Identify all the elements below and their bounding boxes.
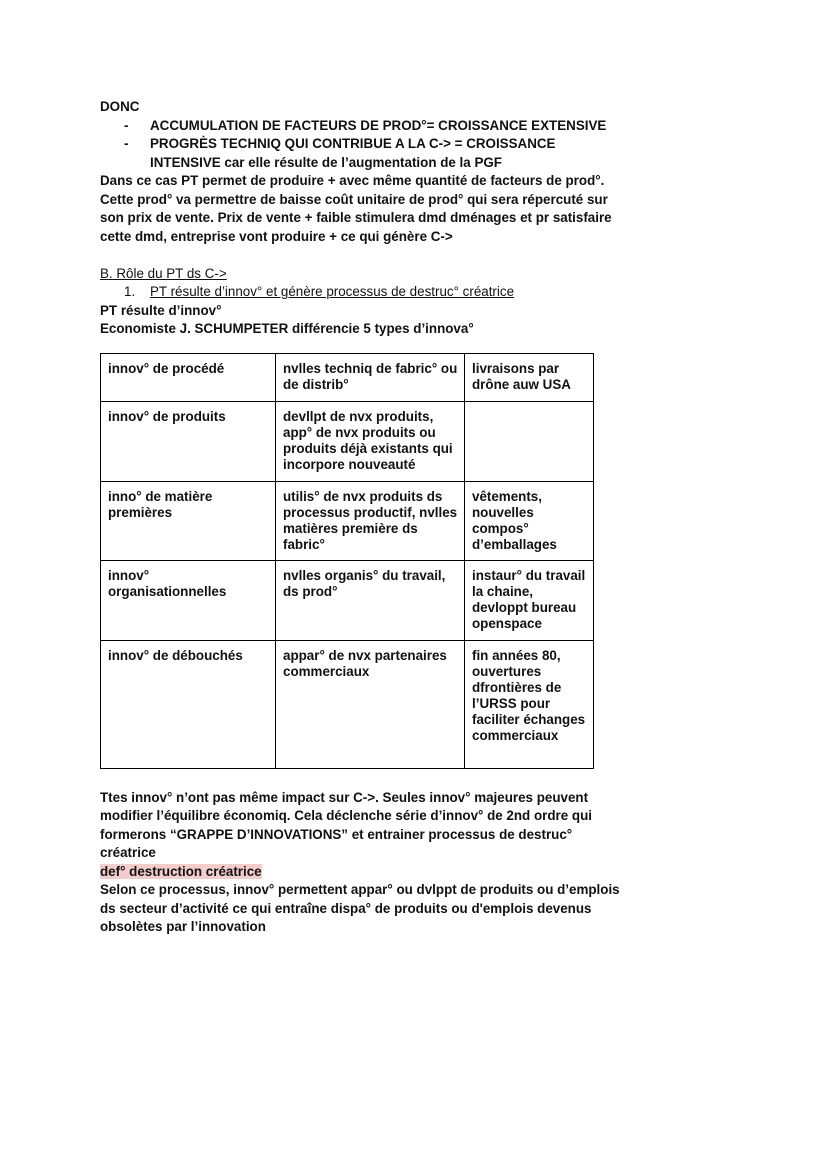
section-heading-b <box>100 265 620 284</box>
section-heading-text: B. Rôle du PT ds C-> <box>100 265 227 281</box>
table-row <box>101 640 594 768</box>
table-cell: instaur° du travail la chaine, devloppt bureau openspace <box>465 560 594 640</box>
table-row <box>101 401 594 481</box>
table-cell: inno° de matière premières <box>101 481 276 560</box>
table-cell: innov° de débouchés <box>101 640 276 768</box>
table-cell: nvlles techniq de fabric° ou de distrib° <box>276 353 465 401</box>
table-row <box>101 353 594 401</box>
table-cell: fin années 80, ouvertures dfrontières de l’URSS pour faciliter échanges commerciaux <box>465 640 594 768</box>
definition-label-line <box>100 863 620 882</box>
pt-resulte-line: PT résulte d’innov° <box>100 302 222 318</box>
bullet-text: ACCUMULATION DE FACTEURS DE PROD°= CROISSANCE EXTENSIVE <box>150 117 607 133</box>
table-cell: utilis° de nvx produits ds processus productif, nvlles matières première ds fabric° <box>276 481 465 560</box>
table-cell: innov° organisationnelles <box>101 560 276 640</box>
table-cell: vêtements, nouvelles compos° d’emballages <box>465 481 594 560</box>
table-cell: nvlles organis° du travail, ds prod° <box>276 560 465 640</box>
table-cell <box>465 401 594 481</box>
innovation-types-table <box>100 353 594 769</box>
table-cell: innov° de procédé <box>101 353 276 401</box>
blank-line <box>100 246 620 265</box>
schumpeter-line: Economiste J. SCHUMPETER différencie 5 types d’innova° <box>100 321 474 336</box>
highlighted-definition-label: def° destruction créatrice <box>100 863 262 879</box>
document-page <box>100 98 620 937</box>
paragraph-cout-unitaire: Cette prod° va permettre de baisse coût unitaire de prod° qui sera répercuté sur son prix de vente. Prix de vente + faible stimulera dmd dménages et pr satisfaire cette dmd, entreprise vont produire + ce qui génère C-> <box>100 191 612 244</box>
conclusion-list <box>100 117 620 173</box>
bullet-intensive <box>100 135 620 172</box>
subsection-item <box>100 283 620 302</box>
subsection-list <box>100 283 620 302</box>
table-row <box>101 481 594 560</box>
paragraph-pt-produire: Dans ce cas PT permet de produire + avec même quantité de facteurs de prod°. <box>100 173 605 188</box>
bullet-text: PROGRÈS TECHNIQ QUI CONTRIBUE A LA C-> = CROISSANCE INTENSIVE car elle résulte de l’augmentation de la PGF <box>150 136 556 170</box>
bullet-dash: - <box>124 117 129 133</box>
table-cell: devllpt de nvx produits, app° de nvx produits ou produits déjà existants qui incorpore nouveauté <box>276 401 465 481</box>
subsection-title: PT résulte d’innov° et génère processus de destruc° créatrice <box>150 284 515 299</box>
table-row <box>101 560 594 640</box>
table-cell: innov° de produits <box>101 401 276 481</box>
definition-text: Selon ce processus, innov° permettent appar° ou dvlppt de produits ou d’emplois ds secteur d’activité ce qui entraîne dispa° de produits ou d'emplois devenus obsolètes par l’innovation <box>100 882 620 934</box>
paragraph-grappe: Ttes innov° n’ont pas même impact sur C->. Seules innov° majeures peuvent modifier l’équilibre économiq. Cela déclenche série d’innov° de 2nd ordre qui formerons “GRAPPE D’INNOVATIONS” et entrainer processus de destruc° créatrice <box>100 789 592 860</box>
subsection-number: 1. <box>124 284 136 299</box>
table-cell: livraisons par drône auw USA <box>465 353 594 401</box>
table-cell: appar° de nvx partenaires commerciaux <box>276 640 465 768</box>
bullet-extensive <box>100 117 620 136</box>
donc-heading: DONC <box>100 99 140 114</box>
bullet-dash: - <box>124 136 129 151</box>
